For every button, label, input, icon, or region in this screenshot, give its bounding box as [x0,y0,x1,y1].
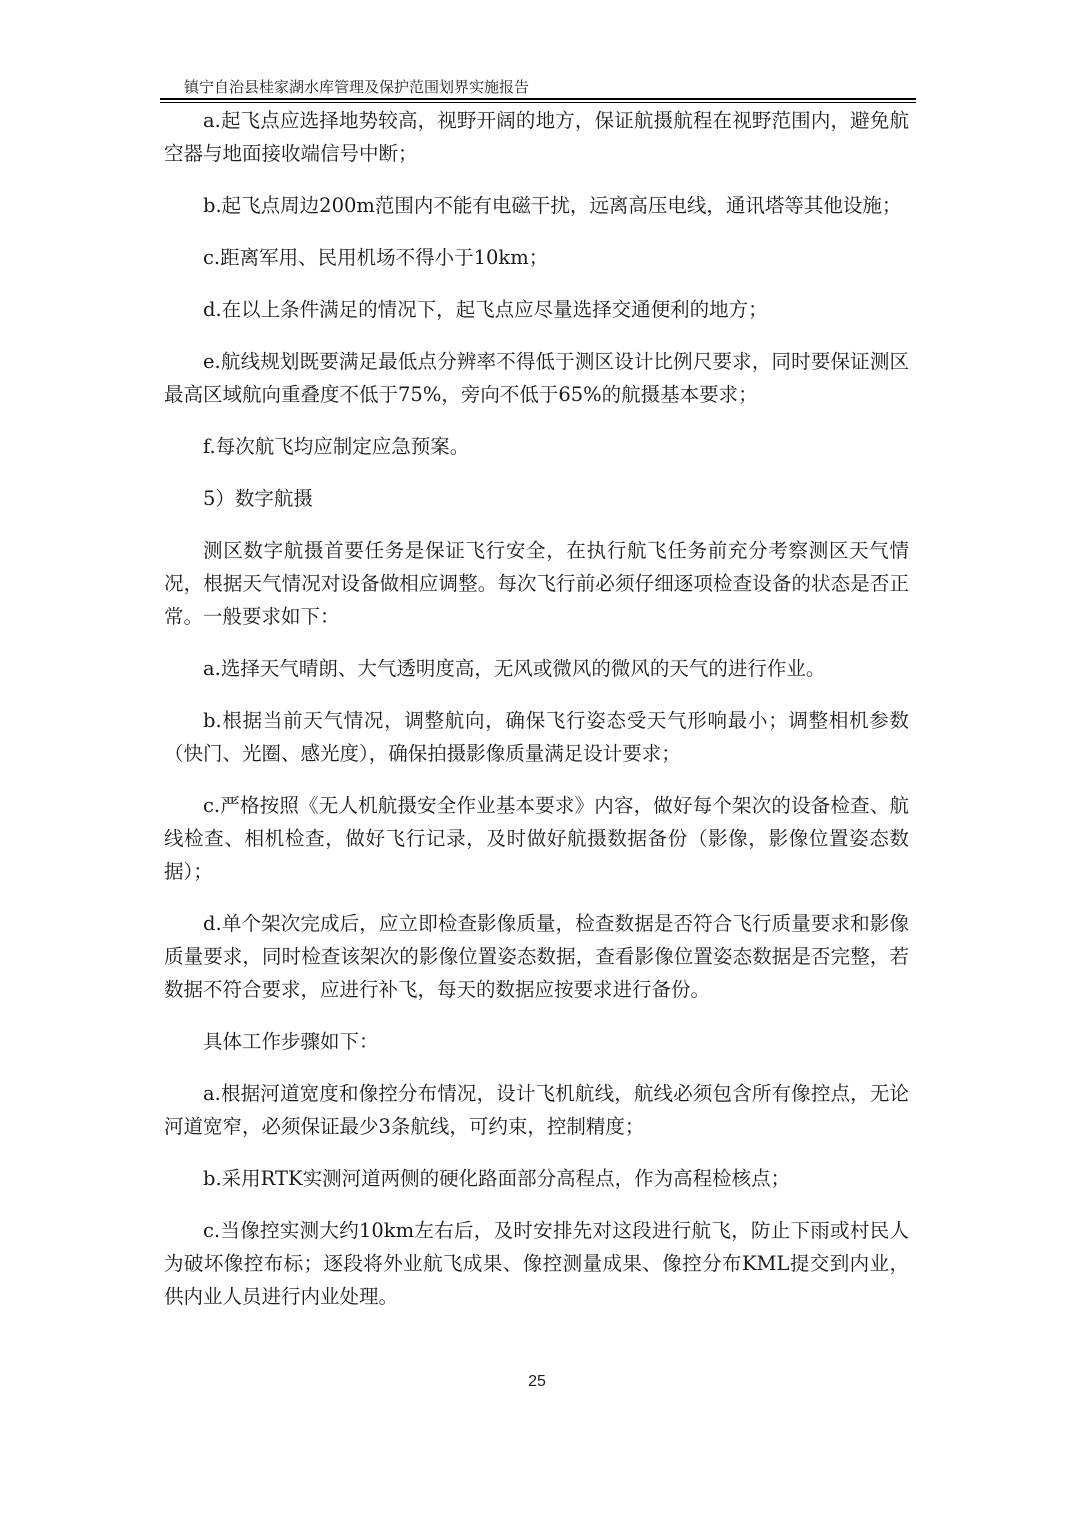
paragraph-takeoff-terrain: a.起飞点应选择地势较高，视野开阔的地方，保证航摄航程在视野范围内，避免航空器与地面接收端信号中断； [164,109,909,165]
paragraph-safety-checks: c.严格按照《无人机航摄安全作业基本要求》内容，做好每个架次的设备检查、航线检查、相机检查，做好飞行记录，及时做好航摄数据备份（影像，影像位置姿态数据）； [164,794,909,883]
header-rule-thin [160,102,916,103]
page-header-title: 镇宁自治县桂家湖水库管理及保护范围划界实施报告 [184,78,530,96]
paragraph-segment-flight: c.当像控实测大约10km左右后，及时安排先对这段进行航飞，防止下雨或村民人为破坏像控布标；逐段将外业航飞成果、像控测量成果、像控分布KML提交到内业，供内业人员进行内业处理。 [164,1219,909,1308]
paragraph-route-planning: e.航线规划既要满足最低点分辨率不得低于测区设计比例尺要求，同时要保证测区最高区域航向重叠度不低于75%，旁向不低于65%的航摄基本要求； [164,350,909,406]
paragraph-route-design: a.根据河道宽度和像控分布情况，设计飞机航线，航线必须包含所有像控点，无论河道宽窄，必须保证最少3条航线，可约束，控制精度； [164,1082,909,1138]
paragraph-work-steps-heading: 具体工作步骤如下： [203,1030,379,1053]
paragraph-rtk-check: b.采用RTK实测河道两侧的硬化路面部分高程点，作为高程检核点； [203,1167,791,1190]
paragraph-takeoff-interference: b.起飞点周边200m范围内不能有电磁干扰，远离高压电线，通讯塔等其他设施； [203,194,902,217]
header-rule-thick [160,98,916,100]
paragraph-emergency-plan: f.每次航飞均应制定应急预案。 [203,435,470,458]
paragraph-flight-safety: 测区数字航摄首要任务是保证飞行安全，在执行航飞任务前充分考察测区天气情况，根据天气情况对设备做相应调整。每次飞行前必须仔细逐项检查设备的状态是否正常。一般要求如下： [164,539,909,628]
paragraph-airport-distance: c.距离军用、民用机场不得小于10km； [203,246,549,269]
paragraph-camera-params: b.根据当前天气情况，调整航向，确保飞行姿态受天气形响最小；调整相机参数（快门、光圈、感光度），确保拍摄影像质量满足设计要求； [164,709,909,765]
paragraph-takeoff-access: d.在以上条件满足的情况下，起飞点应尽量选择交通便利的地方； [203,298,768,321]
paragraph-weather: a.选择天气晴朗、大气透明度高，无风或微风的微风的天气的进行作业。 [203,657,826,680]
section-heading-digital-aerial: 5）数字航摄 [203,487,313,510]
page-number: 25 [528,1373,546,1390]
paragraph-quality-check: d.单个架次完成后，应立即检查影像质量，检查数据是否符合飞行质量要求和影像质量要求，同时检查该架次的影像位置姿态数据，查看影像位置姿态数据是否完整，若数据不符合要求，应进行补飞，每天的数据应按要求进行备份。 [164,912,909,1001]
document-body [164,104,909,1332]
